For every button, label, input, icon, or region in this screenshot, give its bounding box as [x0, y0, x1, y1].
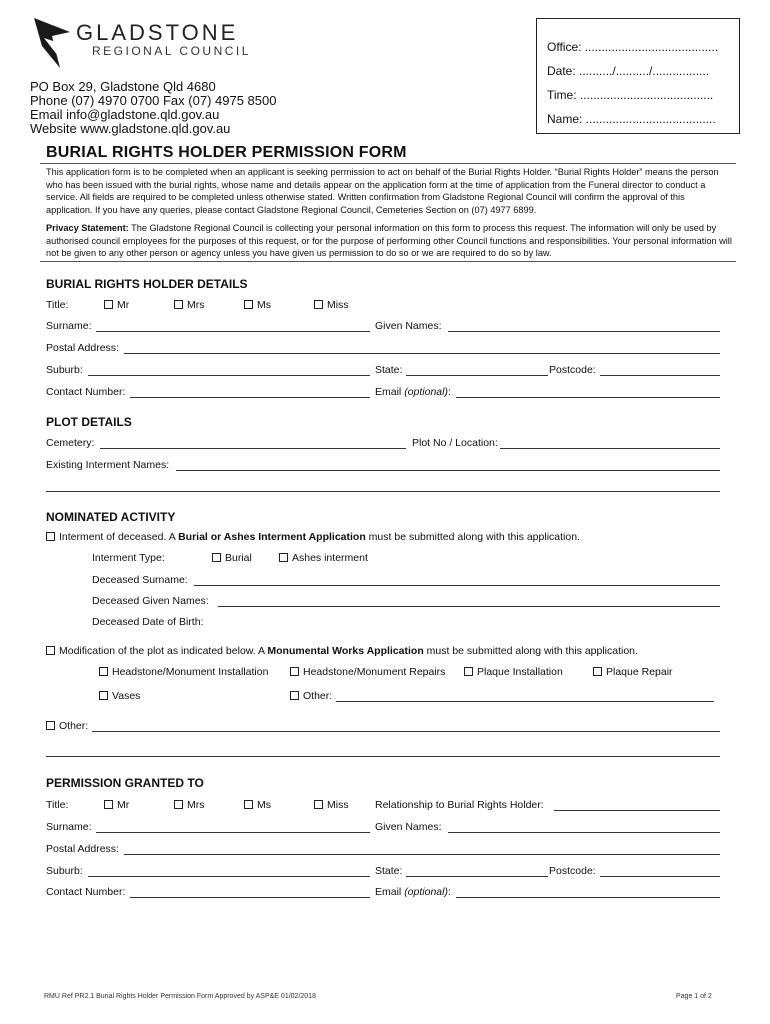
miss-label: Miss — [327, 299, 349, 311]
burial-label: Burial — [225, 552, 252, 564]
existing-interment-field-2[interactable] — [46, 491, 720, 492]
intro-rule — [40, 261, 736, 262]
page-number: Page 1 of 2 — [676, 993, 712, 1000]
checkbox-icon[interactable] — [314, 300, 323, 309]
deceased-surname-label: Deceased Surname: — [92, 574, 188, 586]
perm-contact-field[interactable] — [130, 897, 370, 898]
other-label: Other: — [59, 720, 89, 732]
perm-miss-option[interactable] — [314, 799, 349, 811]
colon-text: : — [447, 886, 451, 898]
other-option[interactable] — [46, 720, 88, 732]
plaque-install-option[interactable] — [464, 666, 563, 678]
perm-email-field[interactable] — [456, 897, 720, 898]
brh-postcode-field[interactable] — [600, 375, 720, 376]
checkbox-icon[interactable] — [290, 667, 299, 676]
perm-suburb-field[interactable] — [88, 876, 370, 877]
interment-option[interactable] — [46, 531, 580, 543]
brh-heading: BURIAL RIGHTS HOLDER DETAILS — [46, 277, 248, 291]
headstone-repairs-option[interactable] — [290, 666, 445, 678]
interment-post-text: must be submitted along with this application. — [365, 531, 580, 543]
email-text: Email — [375, 386, 405, 398]
checkbox-icon[interactable] — [46, 721, 55, 730]
headstone-repairs-label: Headstone/Monument Repairs — [303, 666, 446, 678]
plot-no-label: Plot No / Location: — [412, 437, 498, 449]
checkbox-icon[interactable] — [104, 800, 113, 809]
checkbox-icon[interactable] — [593, 667, 602, 676]
vases-label: Vases — [112, 690, 141, 702]
permission-heading: PERMISSION GRANTED TO — [46, 776, 204, 790]
brh-surname-label: Surname: — [46, 320, 92, 332]
checkbox-icon[interactable] — [290, 691, 299, 700]
brh-given-label: Given Names: — [375, 320, 442, 332]
brh-given-field[interactable] — [448, 331, 720, 332]
nominated-heading: NOMINATED ACTIVITY — [46, 510, 176, 524]
headstone-install-option[interactable] — [99, 666, 268, 678]
perm-title-label: Title: — [46, 799, 69, 811]
perm-postcode-label: Postcode: — [549, 865, 596, 877]
perm-state-field[interactable] — [406, 876, 548, 877]
checkbox-icon[interactable] — [279, 553, 288, 562]
perm-surname-field[interactable] — [96, 832, 370, 833]
privacy-statement — [46, 222, 732, 260]
date-field[interactable]: Date: ........../........../................. — [547, 64, 710, 78]
ms-label: Ms — [257, 299, 271, 311]
brh-mr-option[interactable] — [104, 299, 129, 311]
brh-contact-label: Contact Number: — [46, 386, 126, 398]
perm-mrs-option[interactable] — [174, 799, 205, 811]
time-field[interactable]: Time: ........................................ — [547, 88, 714, 102]
optional-text: (optional) — [404, 386, 448, 398]
email: Email info@gladstone.qld.gov.au — [30, 107, 220, 122]
checkbox-icon[interactable] — [244, 800, 253, 809]
checkbox-icon[interactable] — [244, 300, 253, 309]
name-field[interactable]: Name: ....................................... — [547, 112, 716, 126]
brh-state-field[interactable] — [406, 375, 548, 376]
miss-label: Miss — [327, 799, 349, 811]
modification-option[interactable] — [46, 645, 638, 657]
perm-surname-label: Surname: — [46, 821, 92, 833]
checkbox-icon[interactable] — [174, 300, 183, 309]
interment-text: Interment of deceased. A — [59, 531, 179, 543]
mod-other-label: Other: — [303, 690, 333, 702]
mr-label: Mr — [117, 299, 130, 311]
office-field[interactable]: Office: ........................................ — [547, 40, 719, 54]
council-logo-icon — [30, 16, 74, 70]
brh-miss-option[interactable] — [314, 299, 349, 311]
office-use-box — [536, 18, 740, 134]
checkbox-icon[interactable] — [212, 553, 221, 562]
checkbox-icon[interactable] — [104, 300, 113, 309]
mrs-label: Mrs — [187, 799, 205, 811]
perm-suburb-label: Suburb: — [46, 865, 83, 877]
brh-surname-field[interactable] — [96, 331, 370, 332]
plaque-install-label: Plaque Installation — [477, 666, 563, 678]
brh-postal-field[interactable] — [124, 353, 720, 354]
brh-postal-label: Postal Address: — [46, 342, 119, 354]
mr-label: Mr — [117, 799, 130, 811]
checkbox-icon[interactable] — [174, 800, 183, 809]
perm-postcode-field[interactable] — [600, 876, 720, 877]
brh-email-label — [375, 386, 451, 398]
privacy-text: The Gladstone Regional Council is collecting your personal information on this form to process this request. The information will only be used by authorised council employees for the purposes of this request, or for the purpose of performing other Council functions and responsibilities. Your personal information will not be given to any other person or agency unless you have given us permission to do so or we are required to do so by law. — [46, 223, 732, 259]
perm-state-label: State: — [375, 865, 403, 877]
relationship-field[interactable] — [554, 810, 720, 811]
perm-given-label: Given Names: — [375, 821, 442, 833]
perm-given-field[interactable] — [448, 832, 720, 833]
deceased-given-label: Deceased Given Names: — [92, 595, 209, 607]
ms-label: Ms — [257, 799, 271, 811]
mod-text: Modification of the plot as indicated below. A — [59, 645, 268, 657]
mrs-label: Mrs — [187, 299, 205, 311]
form-title: BURIAL RIGHTS HOLDER PERMISSION FORM — [46, 144, 407, 161]
deceased-surname-field[interactable] — [194, 585, 720, 586]
colon-text: : — [447, 386, 451, 398]
mod-other-field[interactable] — [336, 701, 714, 702]
brh-postcode-label: Postcode: — [549, 364, 596, 376]
checkbox-icon[interactable] — [464, 667, 473, 676]
mod-bold-text: Monumental Works Application — [267, 645, 424, 657]
burial-option[interactable] — [212, 552, 252, 564]
po-box: PO Box 29, Gladstone Qld 4680 — [30, 79, 216, 94]
plot-no-field[interactable] — [500, 448, 720, 449]
ashes-option[interactable] — [279, 552, 368, 564]
brh-email-field[interactable] — [456, 397, 720, 398]
vases-option[interactable] — [99, 690, 140, 702]
mod-other-option[interactable] — [290, 690, 332, 702]
brh-mrs-option[interactable] — [174, 299, 205, 311]
perm-ms-option[interactable] — [244, 799, 271, 811]
website: Website www.gladstone.qld.gov.au — [30, 121, 231, 136]
brh-suburb-field[interactable] — [88, 375, 370, 376]
cemetery-field[interactable] — [100, 448, 406, 449]
interment-type-label: Interment Type: — [92, 552, 165, 564]
ashes-label: Ashes interment — [292, 552, 368, 564]
checkbox-icon[interactable] — [314, 800, 323, 809]
phone: Phone (07) 4970 0700 Fax (07) 4975 8500 — [30, 93, 277, 108]
optional-text: (optional) — [404, 886, 448, 898]
deceased-given-field[interactable] — [218, 606, 720, 607]
checkbox-icon[interactable] — [99, 667, 108, 676]
existing-interment-field[interactable] — [176, 470, 720, 471]
mod-post-text: must be submitted along with this application. — [423, 645, 638, 657]
perm-email-label — [375, 886, 451, 898]
brh-suburb-label: Suburb: — [46, 364, 83, 376]
brh-title-label: Title: — [46, 299, 69, 311]
brh-state-label: State: — [375, 364, 403, 376]
brh-ms-option[interactable] — [244, 299, 271, 311]
checkbox-icon[interactable] — [99, 691, 108, 700]
checkbox-icon[interactable] — [46, 646, 55, 655]
plaque-repair-option[interactable] — [593, 666, 673, 678]
existing-interment-label: Existing Interment Names: — [46, 459, 170, 471]
brh-contact-field[interactable] — [130, 397, 370, 398]
perm-contact-label: Contact Number: — [46, 886, 126, 898]
checkbox-icon[interactable] — [46, 532, 55, 541]
title-rule — [40, 163, 736, 164]
privacy-label: Privacy Statement: — [46, 223, 129, 233]
other-field[interactable] — [92, 731, 720, 732]
other-field-2[interactable] — [46, 756, 720, 757]
plot-heading: PLOT DETAILS — [46, 415, 132, 429]
perm-postal-field[interactable] — [124, 854, 720, 855]
perm-postal-label: Postal Address: — [46, 843, 119, 855]
plaque-repair-label: Plaque Repair — [606, 666, 673, 678]
footer-ref: RMU Ref PR2.1 Burial Rights Holder Permission Form Approved by ASP&E 01/02/2018 — [44, 993, 316, 1000]
cemetery-label: Cemetery: — [46, 437, 95, 449]
perm-mr-option[interactable] — [104, 799, 129, 811]
brand-name: GLADSTONE — [76, 20, 239, 45]
headstone-install-label: Headstone/Monument Installation — [112, 666, 269, 678]
interment-bold-text: Burial or Ashes Interment Application — [178, 531, 366, 543]
email-text: Email — [375, 886, 405, 898]
relationship-label: Relationship to Burial Rights Holder: — [375, 799, 544, 811]
deceased-dob-label: Deceased Date of Birth: — [92, 616, 204, 628]
intro-paragraph: This application form is to be completed when an applicant is seeking permission to act on behalf of the Burial Rights Holder. “Burial Rights Holder” means the person who has been issued with the burial rights, whose name and details appear on the application form at the time of application from the Funeral director to conduct a service. All fields are required to be completed unless otherwise stated. Written confirmation from Gladstone Regional Council will confirm the approval of this application. If you have any queries, please contact Gladstone Regional Council, Cemeteries Section on (07) 4977 6899. — [46, 167, 719, 215]
brand-subtitle: REGIONAL COUNCIL — [92, 44, 251, 58]
